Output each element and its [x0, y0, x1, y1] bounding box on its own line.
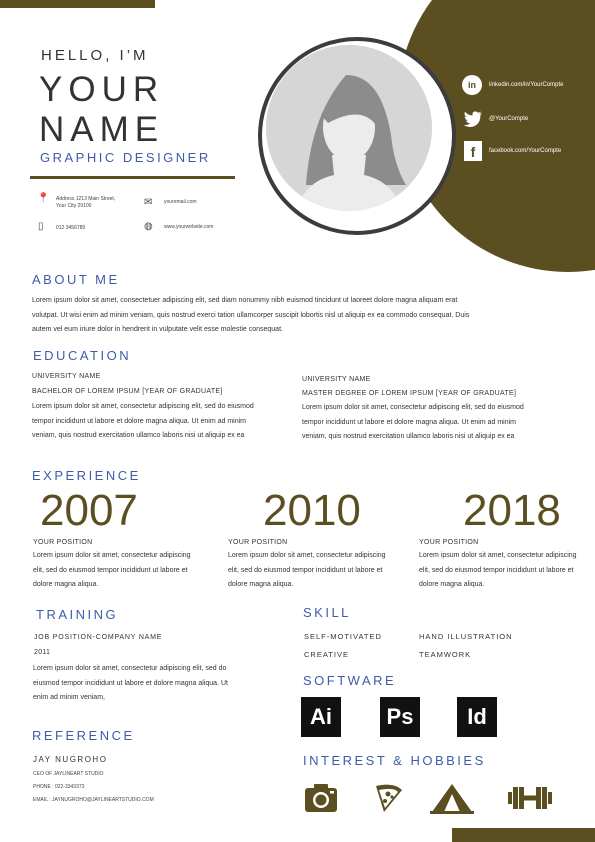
education-heading: EDUCATION: [33, 348, 132, 363]
skill-item: CREATIVE: [304, 650, 349, 659]
skill-heading: SKILL: [303, 605, 351, 620]
experience-line: Lorem ipsum dolor sit amet, consectetur adipiscing: [33, 552, 191, 559]
title-divider: [30, 176, 235, 179]
education-degree: MASTER DEGREE OF LOREM IPSUM [YEAR OF GRADUATE]: [302, 390, 517, 397]
experience-position: YOUR POSITION: [228, 539, 288, 546]
about-line: Lorem ipsum dolor sit amet, consectetuer adipiscing elit, sed diam nonummy nibh euismod tincidunt ut laoreet dolore magna aliquam erat: [32, 297, 458, 304]
twitter-link[interactable]: @YourCompte: [489, 116, 529, 122]
top-accent-bar: [0, 0, 155, 8]
education-item: [302, 373, 572, 445]
experience-item: [33, 537, 223, 593]
reference-email[interactable]: EMAIL : JAYNUGROHO@JAYLINEARTSTUDIO.COM: [33, 797, 154, 803]
job-title: GRAPHIC DESIGNER: [40, 150, 211, 165]
illustrator-icon: Ai: [301, 697, 341, 737]
software-heading: SOFTWARE: [303, 673, 397, 688]
experience-line: dolore magna aliqua.: [419, 581, 485, 588]
facebook-link[interactable]: facebook.com/YourCompte: [489, 148, 562, 154]
dumbbell-icon: [507, 783, 553, 813]
experience-line: dolore magna aliqua.: [228, 581, 294, 588]
phone: 012 3456789: [56, 225, 86, 231]
camera-icon: [303, 780, 339, 816]
twitter-icon[interactable]: [463, 110, 483, 128]
linkedin-icon[interactable]: in: [462, 75, 482, 95]
experience-year: 2007: [40, 486, 138, 535]
reference-phone: PHONE : 022-3343373: [33, 784, 85, 790]
skill-item: HAND ILLUSTRATION: [419, 632, 513, 641]
avatar-silhouette-icon: [266, 45, 432, 211]
phone-icon: ▯: [38, 221, 44, 232]
location-pin-icon: 📍: [37, 193, 50, 204]
reference-heading: REFERENCE: [32, 728, 135, 743]
website[interactable]: www.yourwebsite.com: [164, 224, 214, 230]
greeting: HELLO, I’M: [41, 47, 149, 64]
globe-icon: ◍: [144, 221, 153, 232]
name-line-2: NAME: [39, 110, 165, 149]
bottom-accent-bar: [452, 828, 595, 842]
education-school: UNIVERSITY NAME: [32, 373, 101, 380]
experience-position: YOUR POSITION: [33, 539, 93, 546]
address-line-1: Address 1213 Main Street,: [56, 196, 116, 202]
education-line: veniam, quis nostrud exercitation ullamco laboris nisi ut aliquip ex ea: [32, 432, 245, 439]
experience-item: [228, 537, 418, 593]
training-line: eiusmod tempor incididunt ut labore et dolore magna aliqua. Ut: [33, 679, 228, 687]
linkedin-link[interactable]: linkedin.com/in/YourCompte: [489, 82, 564, 88]
training-text: [33, 662, 273, 706]
address-line-2: Your City 29100: [56, 203, 92, 210]
experience-line: elit, sed do eiusmod tempor incididunt ut labore et: [33, 566, 188, 574]
indesign-icon: Id: [457, 697, 497, 737]
about-text: [32, 294, 572, 338]
facebook-icon[interactable]: f: [464, 141, 482, 161]
profile-photo: [266, 45, 432, 211]
education-degree: BACHELOR OF LOREM IPSUM [YEAR OF GRADUATE]: [32, 388, 223, 395]
experience-position: YOUR POSITION: [419, 539, 479, 546]
training-year: 2011: [34, 649, 51, 656]
experience-heading: EXPERIENCE: [32, 468, 141, 483]
training-heading: TRAINING: [36, 607, 119, 622]
reference-name: JAY NUGROHO: [33, 755, 108, 764]
experience-item: [419, 537, 595, 593]
experience-line: elit, sed do eiusmod tempor incididunt ut labore et: [419, 566, 574, 574]
pizza-icon: [370, 780, 406, 816]
education-line: tempor incididunt ut labore et dolore magna aliqua. Ut enim ad minim: [302, 418, 517, 426]
experience-year: 2010: [263, 486, 361, 535]
about-line: autem vel eum iriure dolor in hendrerit in vulputate velit esse molestie consequat.: [32, 326, 283, 333]
address: [56, 196, 115, 211]
education-item: [32, 370, 292, 444]
training-position: JOB POSITION-COMPANY NAME: [34, 634, 163, 641]
hobbies-heading: INTEREST & HOBBIES: [303, 753, 486, 768]
name-line-1: YOUR: [39, 70, 165, 109]
experience-year: 2018: [463, 486, 561, 535]
education-line: Lorem ipsum dolor sit amet, consectetur adipiscing elit, sed do eiusmod: [302, 404, 524, 411]
education-line: veniam, quis nostrud exercitation ullamco laboris nisi ut aliquip ex ea: [302, 433, 515, 440]
experience-line: elit, sed do eiusmod tempor incididunt ut labore et: [228, 566, 383, 574]
skill-item: SELF-MOTIVATED: [304, 632, 382, 641]
email[interactable]: youremail.com: [164, 199, 197, 205]
about-heading: ABOUT ME: [32, 272, 120, 287]
reference-role: CEO OF JAYLINEART STUDIO: [33, 771, 104, 777]
about-line: volutpat. Ut wisi enim ad minim veniam, quis nostrud exerci tation ullamcorper suscipit lobortis nisl ut aliquip ex ea commodo consequat. Duis: [32, 311, 470, 319]
skill-item: TEAMWORK: [419, 650, 472, 659]
photoshop-icon: Ps: [380, 697, 420, 737]
education-line: tempor incididunt ut labore et dolore magna aliqua. Ut enim ad minim: [32, 417, 247, 425]
education-line: Lorem ipsum dolor sit amet, consectetur adipiscing elit, sed do eiusmod: [32, 403, 254, 410]
experience-line: Lorem ipsum dolor sit amet, consectetur adipiscing: [419, 552, 577, 559]
email-icon: ✉: [144, 197, 153, 208]
training-line: enim ad minim veniam,: [33, 694, 105, 701]
tent-icon: [430, 782, 474, 814]
experience-line: dolore magna aliqua.: [33, 581, 99, 588]
education-school: UNIVERSITY NAME: [302, 376, 371, 383]
experience-line: Lorem ipsum dolor sit amet, consectetur adipiscing: [228, 552, 386, 559]
training-line: Lorem ipsum dolor sit amet, consectetur adipiscing elit, sed do: [33, 665, 227, 672]
